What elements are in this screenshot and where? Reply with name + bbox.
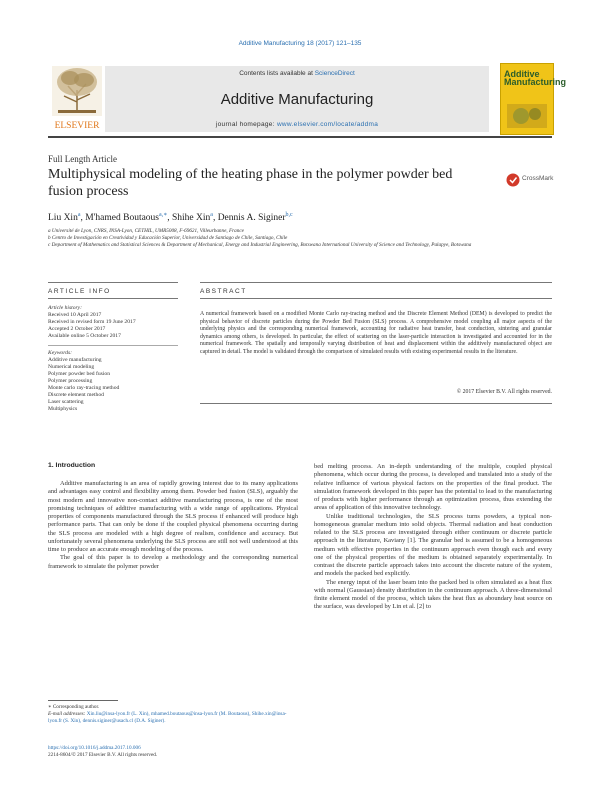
- author-list: Liu Xin$^a$, M'hamed Boutaous$^{a,∗}$, Shihe Xin$^a$, Dennis A. Siginer$^{b,c}$: [48, 212, 293, 224]
- sciencedirect-link[interactable]: ScienceDirect: [314, 70, 355, 77]
- abstract-bottom-rule: [200, 298, 552, 299]
- doi-url[interactable]: https://doi.org/10.1016/j.addma.2017.10.006: [48, 745, 141, 751]
- keyword: Additive manufacturing: [48, 357, 102, 363]
- keyword: Multiphysics: [48, 406, 78, 412]
- abstract-end-rule: [200, 403, 552, 404]
- article-info-bottom-rule: [48, 298, 178, 299]
- journal-reference-link[interactable]: Additive Manufacturing 18 (2017) 121–135: [238, 40, 362, 47]
- section-heading-introduction: 1. Introduction: [48, 462, 96, 469]
- author-name[interactable]: Liu Xin: [48, 213, 78, 224]
- history-item: Available online 5 October 2017: [48, 333, 121, 339]
- history-label: Article history:: [48, 305, 83, 311]
- elsevier-tree-logo: [48, 62, 106, 134]
- keyword: Polymer powder bed fusion: [48, 371, 110, 377]
- cover-illustration: [507, 100, 547, 130]
- affiliation: a Université de Lyon, CNRS, INSA-Lyon, CETHIL, UMR5008, F-69621, Villeurbanne, France: [48, 228, 244, 234]
- contents-prefix: Contents lists available at: [239, 70, 315, 77]
- author-name[interactable]: Dennis A. Siginer: [217, 213, 286, 224]
- homepage-url-link[interactable]: www.elsevier.com/locate/addma: [276, 121, 379, 128]
- body-paragraph: The energy input of the laser beam into the packed bed is often simulated as a heat flux with normal (Gaussian) density distribution in the continuum approach. A three-dimensional finite element model of the process, which takes the heat flux as aboundary heat source on the surface, was developed by Lin et al. [2] to: [314, 578, 552, 611]
- keyword: Laser scattering: [48, 399, 84, 405]
- history-item: Received in revised form 19 June 2017: [48, 319, 136, 325]
- footnote-emails: [48, 711, 298, 725]
- abstract-heading: ABSTRACT: [200, 288, 247, 295]
- keywords-label: Keywords:: [48, 350, 73, 356]
- author-affil-marker[interactable]: a,∗: [159, 212, 168, 218]
- abstract-top-rule: [200, 282, 552, 283]
- elsevier-wordmark: ELSEVIER: [54, 121, 100, 131]
- journal-title: Additive Manufacturing: [220, 91, 374, 108]
- email-links[interactable]: Xin.liu@insa-lyon.fr (L. Xin), mhamed.boutaous@insa-lyon.fr (M. Boutaous), Shihe.xin@insa-lyon.fr (S. Xin), dennis.siginer@usach.cl (D.A. Siginer).: [48, 711, 287, 724]
- journal-cover-image: [500, 63, 566, 135]
- keyword: Numerical modeling: [48, 364, 95, 370]
- footnote-divider: [48, 700, 118, 701]
- info-divider: [48, 345, 178, 346]
- footnote-corresponding: ∗ Corresponding author.: [48, 704, 100, 710]
- article-type: Full Length Article: [48, 154, 117, 164]
- journal-homepage-line: [105, 121, 489, 128]
- intro-left-column: [48, 480, 298, 571]
- keyword: Monte carlo ray-tracing method: [48, 385, 120, 391]
- body-paragraph: bed melting process. An in-depth understanding of the multiple, coupled physical phenomena, which occur during the process, is developed and translated into a study of the relative influence of various physical factors on the properties of the final product. The simulation framework developed in this paper has the potential to lead to the manufacturing of products with higher performance through an optimization process, thus extending the areas of application of this innovative technology.: [314, 463, 552, 512]
- crossmark-icon: [506, 173, 520, 187]
- abstract-copyright: © 2017 Elsevier B.V. All rights reserved.: [456, 389, 552, 395]
- author-affil-marker[interactable]: b,c: [285, 212, 293, 218]
- crossmark-badge[interactable]: [506, 172, 552, 188]
- author-affil-marker[interactable]: a: [77, 212, 81, 218]
- header-divider: [48, 136, 552, 138]
- issn-line: 2214-8604/© 2017 Elsevier B.V. All rights reserved.: [48, 752, 158, 758]
- homepage-prefix: journal homepage:: [215, 121, 277, 128]
- doi-link[interactable]: [48, 745, 298, 752]
- affiliation: c Department of Mathematics and Statistical Sciences & Department of Mechanical, Energy and Industrial Engineering, Botswana International University of Science and Technology, Palapye, Botswana: [48, 242, 472, 248]
- body-paragraph: The goal of this paper is to develop a methodology and the corresponding numerical framework to simulate the polymer powder: [48, 554, 298, 570]
- keyword: Polymer processing: [48, 378, 93, 384]
- emails-label: E-mail addresses:: [48, 711, 86, 717]
- body-paragraph: Additive manufacturing is an area of rapidly growing interest due to its many applications and advantages easy control and flexibility among them. Powder bed fusion (SLS), arguably the most modern and innovative non-contact additive manufacturing process, is one of the most promising techniques of additive manufacturing with a wide range of applications. Physical properties of components manufactured through the SLS process if enhanced will produce high performance parts. That can only be done if the coupled physical phenomena occurring during the SLS process are modeled with a high degree of realism, confidence and accuracy. But unfortunately several phenomena underlying the SLS process are still not well understood at this time to produce an accurate enough modeling of the process.: [48, 480, 298, 553]
- author-name[interactable]: Shihe Xin: [172, 213, 211, 224]
- contents-lists-line: [105, 70, 489, 77]
- cover-title: Additive Manufacturing: [504, 69, 566, 87]
- article-title: Multiphysical modeling of the heating phase in the polymer powder bed fusion process: [48, 167, 453, 199]
- intro-right-column: [314, 463, 552, 612]
- body-paragraph: Unlike traditional technologies, the SLS process turns powders, a typical non-homogeneous granular medium into solid objects. Thermal radiation and heat conduction related to the SLS process are investigated through either continuum or discrete particle approach in the literature, Kaviany [1]. The granular bed is assumed to be a homogeneous medium with effective properties in the continuum approach even though each and every one of the physical properties of the medium is obtained separately experimentally. In contrast the discrete particle approach takes into account the discrete nature of the system, and models the packed bed explicitly.: [314, 512, 552, 578]
- article-info-top-rule: [48, 282, 178, 283]
- affiliation: b Centro de Investigación en Creatividad y Educación Superior, Universidad de Santiago de Chile, Santiago, Chile: [48, 235, 288, 241]
- history-item: Accepted 2 October 2017: [48, 326, 106, 332]
- abstract-text: A numerical framework based on a modified Monte Carlo ray-tracing method and the Discrete Element Method (DEM) is developed to predict the physical behavior of discrete particles during the Powder Bed Fusion (SLS) process. A comprehensive model coupling all major aspects of the underlying physics and the corresponding numerical framework, accounting for radiative heat transfer, heat conduction, sintering and granular dynamics among others, is developed. In particular, the effect of scattering on the laser-particle interaction is investigated and accounted for in the numerical framework. The spatially and temporally varying distribution of heat and displacement within the additively manufactured object are captured in detail. The model is validated through the comparison of simulated results with existing experimental results in the literature.: [200, 311, 552, 355]
- author-affil-marker[interactable]: a: [210, 212, 213, 218]
- keyword: Discrete element method: [48, 392, 104, 398]
- author-name[interactable]: M'hamed Boutaous: [85, 213, 159, 224]
- article-info-heading: ARTICLE INFO: [48, 288, 111, 295]
- crossmark-label: CrossMark: [522, 175, 554, 182]
- history-item: Received 10 April 2017: [48, 312, 102, 318]
